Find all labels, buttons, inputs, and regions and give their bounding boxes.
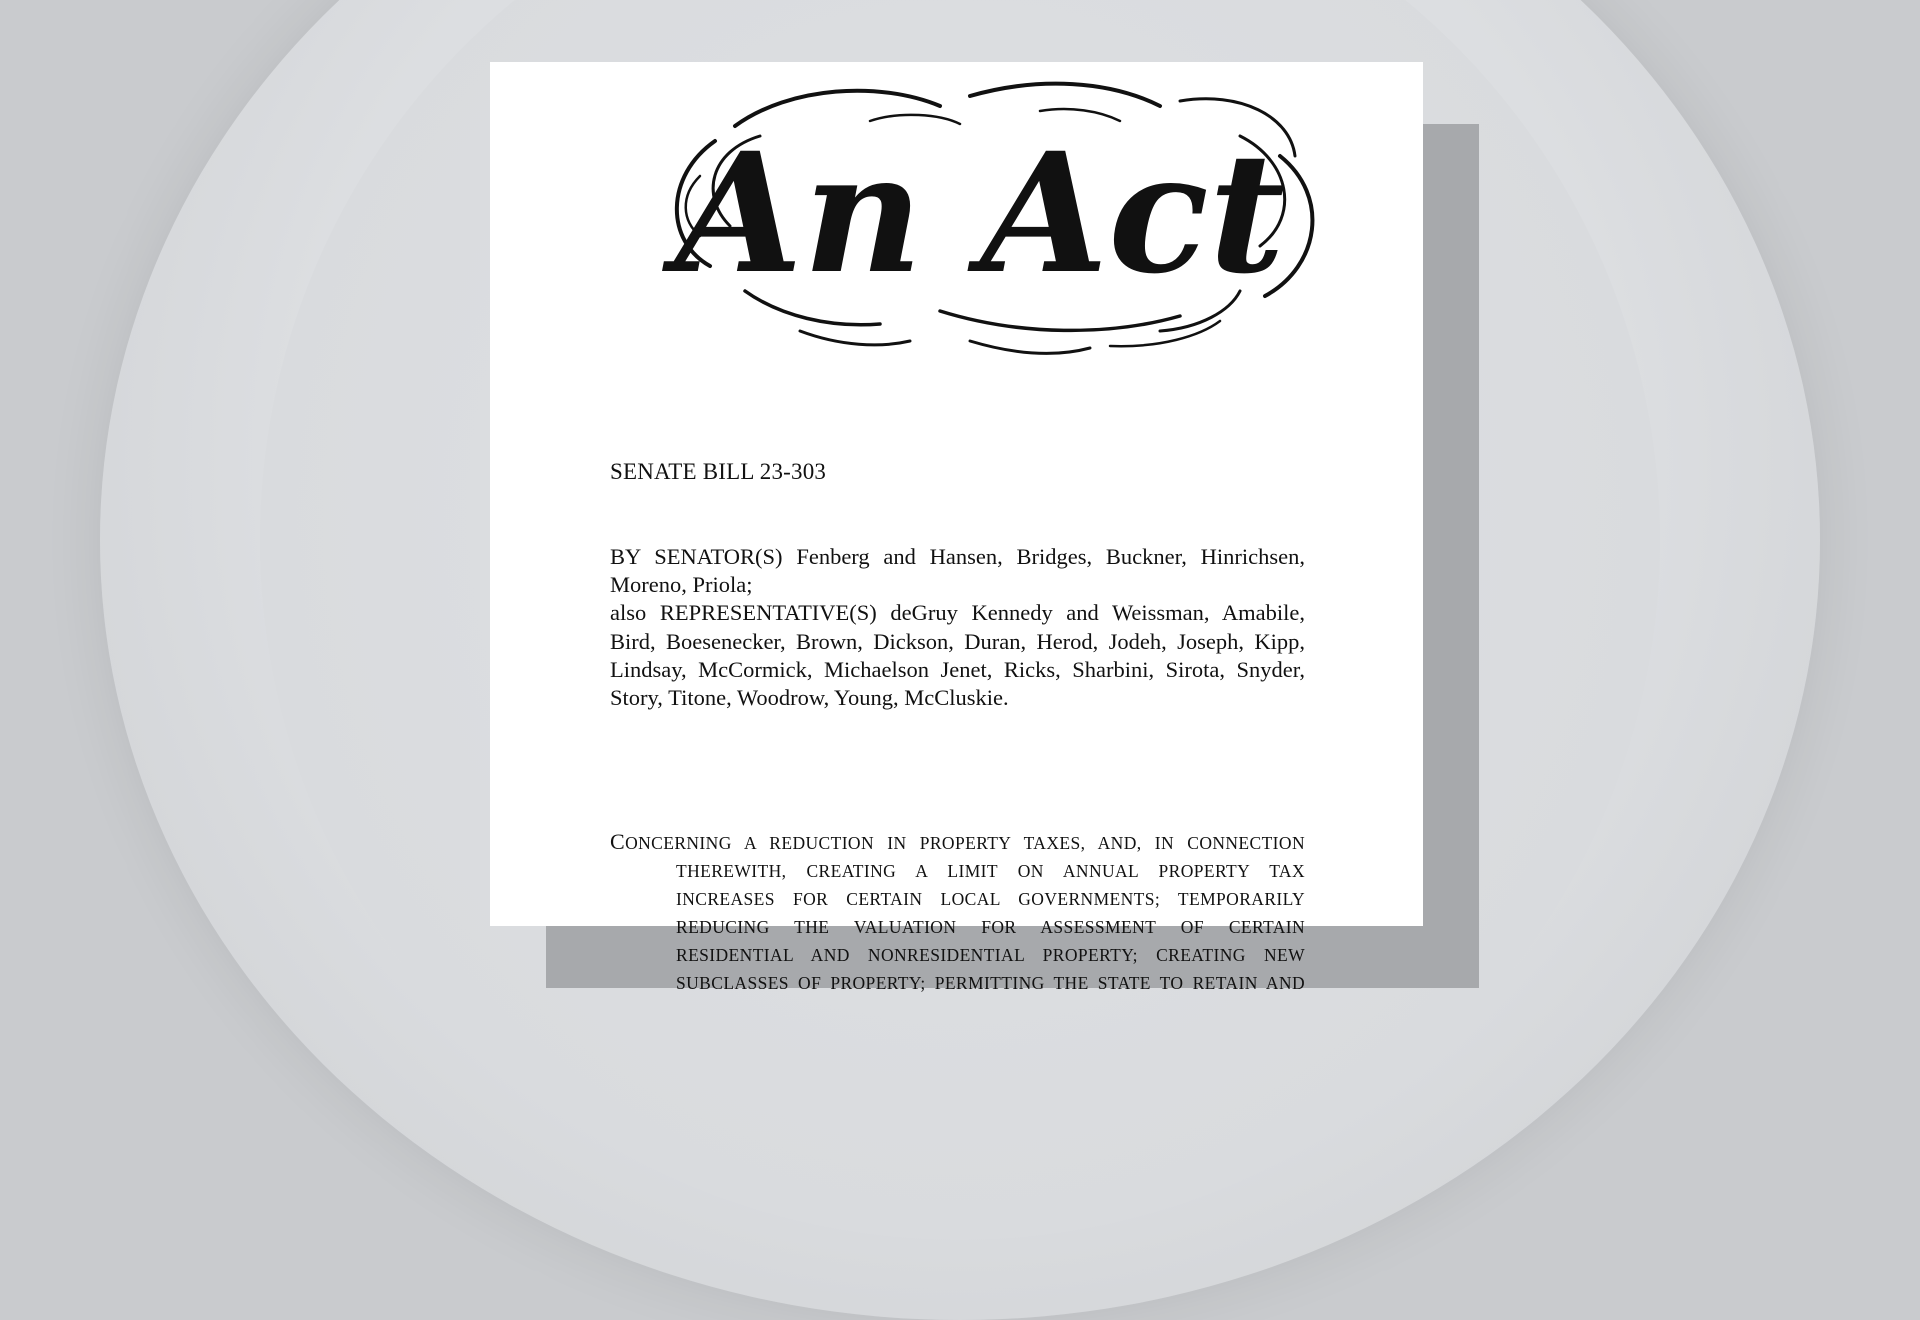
concerning-title bbox=[610, 828, 1305, 997]
concerning-line-1 bbox=[610, 828, 1305, 857]
concerning-line-6: SUBCLASSES OF PROPERTY; PERMITTING THE STATE TO RETAIN AND bbox=[676, 973, 1305, 993]
an-act-logo-text: An Act bbox=[674, 116, 1286, 310]
house-sponsors: also REPRESENTATIVE(S) deGruy Kennedy and Weissman, Amabile, Bird, Boesenecker, Brown, Dickson, Duran, Herod, Jodeh, Joseph, Kipp, Lindsay, McCormick, Michaelson Jenet, Ricks, Sharbini, Sirota, Snyder, Story, Titone, Woodrow, Young, McCluskie. bbox=[610, 600, 1305, 711]
concerning-line-4: REDUCING THE VALUATION FOR ASSESSMENT OF CERTAIN bbox=[676, 917, 1305, 937]
concerning-first-letter: C bbox=[610, 829, 626, 854]
senate-sponsors: BY SENATOR(S) Fenberg and Hansen, Bridges, Buckner, Hinrichsen, Moreno, Priola; bbox=[610, 544, 1305, 598]
concerning-line-3: INCREASES FOR CERTAIN LOCAL GOVERNMENTS; TEMPORARILY bbox=[676, 889, 1305, 909]
concerning-line-1-text: ONCERNING A REDUCTION IN PROPERTY TAXES, AND, IN CONNECTION bbox=[625, 833, 1305, 853]
document-page bbox=[490, 62, 1423, 993]
sponsors-block bbox=[610, 543, 1305, 712]
concerning-line-5: RESIDENTIAL AND NONRESIDENTIAL PROPERTY; CREATING NEW bbox=[676, 945, 1305, 965]
concerning-line-2: THEREWITH, CREATING A LIMIT ON ANNUAL PROPERTY TAX bbox=[676, 861, 1305, 881]
bill-number: SENATE BILL 23-303 bbox=[610, 459, 827, 484]
an-act-logo bbox=[640, 66, 1320, 366]
